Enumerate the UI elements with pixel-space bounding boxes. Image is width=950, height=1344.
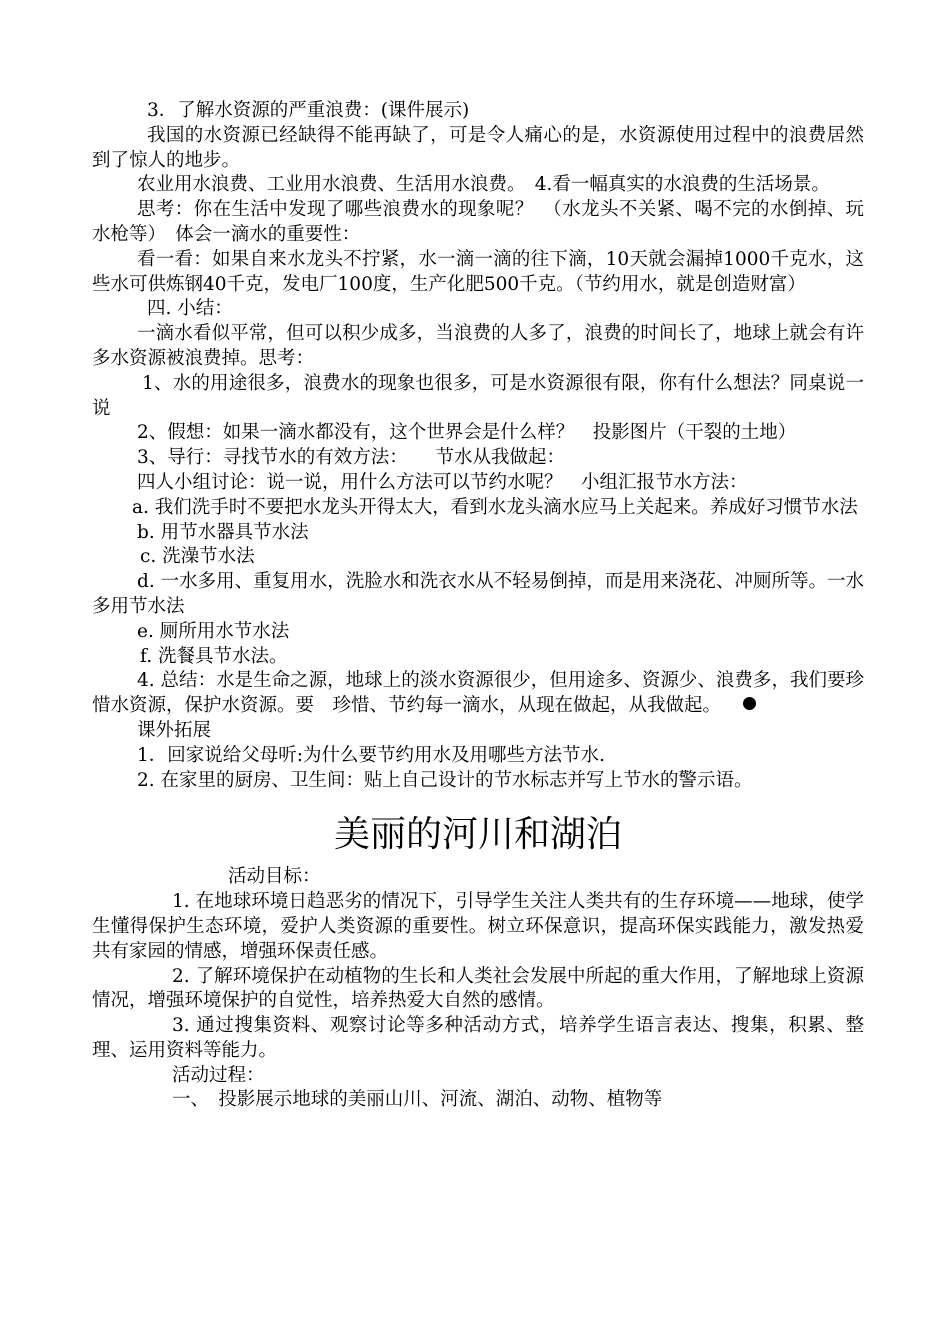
list-item: e. 厕所用水节水法 bbox=[137, 620, 290, 642]
paragraph: 1、水的用途很多，浪费水的现象也很多，可是水资源很有限，你有什么想法？同桌说一说 bbox=[92, 372, 864, 419]
list-item: a. 我们洗手时不要把水龙头开得太大，看到水龙头滴水应马上关起来。养成好习惯节水法 bbox=[132, 496, 858, 518]
document-body bbox=[92, 99, 864, 1113]
paragraph: 3. 通过搜集资料、观察讨论等多种活动方式，培养学生语言表达、搜集，积累、整理、运用资料等能力。 bbox=[92, 1015, 864, 1061]
list-item: c. 洗澡节水法 bbox=[140, 546, 255, 568]
list-item: f. 洗餐具节水法。 bbox=[140, 645, 288, 667]
paragraph: 一、 投影展示地球的美丽山川、河流、湖泊、动物、植物等 bbox=[172, 1089, 663, 1111]
paragraph bbox=[92, 669, 864, 719]
paragraph: 1．回家说给父母听:为什么要节约用水及用哪些方法节水. bbox=[137, 744, 605, 766]
paragraph: 1. 在地球环境日趋恶劣的情况下，引导学生关注人类共有的生存环境——地球，使学生懂得保护生态环境，爱护人类资源的重要性。树立环保意识，提高环保实践能力，激发热爱共有家园的情感，增强环保责任感。 bbox=[92, 891, 864, 962]
paragraph: 农业用水浪费、工业用水浪费、生活用水浪费。 4.看一幅真实的水浪费的生活场景。 bbox=[137, 174, 830, 196]
paragraph: 2. 了解环境保护在动植物的生长和人类社会发展中所起的重大作用，了解地球上资源情况，增强环境保护的自觉性，培养热爱大自然的感情。 bbox=[92, 965, 864, 1012]
page-title: 美丽的河川和湖泊 bbox=[333, 814, 622, 856]
paragraph: 3、导行：寻找节水的有效方法： 节水从我做起： bbox=[137, 447, 566, 469]
summary-text: 4. 总结：水是生命之源，地球上的淡水资源很少，但用途多、资源少、浪费多，我们要珍惜水资源，保护水资源。要 珍惜、节约每一滴水，从现在做起，从我做起。 bbox=[92, 670, 864, 717]
paragraph: 3．了解水资源的严重浪费：(课件展示) bbox=[147, 100, 470, 121]
section-heading: 活动过程： bbox=[172, 1064, 265, 1086]
paragraph: 我国的水资源已经缺得不能再缺了，可是令人痛心的是，水资源使用过程中的浪费居然到了惊人的地步。 bbox=[92, 124, 864, 171]
section-heading: 活动目标： bbox=[228, 866, 321, 888]
list-item: b. 用节水器具节水法 bbox=[137, 521, 309, 543]
paragraph: 四人小组讨论：说一说，用什么方法可以节约水呢？ 小组汇报节水方法： bbox=[137, 471, 748, 493]
paragraph: 思考：你在生活中发现了哪些浪费水的现象呢？ （水龙头不关紧、喝不完的水倒掉、玩水枪等） 体会一滴水的重要性： bbox=[92, 199, 864, 245]
paragraph: 2、假想：如果一滴水都没有，这个世界会是什么样？ 投影图片（干裂的土地） bbox=[137, 422, 797, 444]
paragraph: 一滴水看似平常，但可以积少成多，当浪费的人多了，浪费的时间长了，地球上就会有许多水资源被浪费掉。思考： bbox=[92, 323, 864, 369]
list-item: d. 一水多用、重复用水，洗脸水和洗衣水从不轻易倒掉，而是用来浇花、冲厕所等。一水多用节水法 bbox=[92, 571, 864, 617]
bullet-icon bbox=[743, 697, 756, 710]
section-heading: 四. 小结： bbox=[147, 298, 233, 320]
paragraph: 2. 在家里的厨房、卫生间：贴上自己设计的节水标志并写上节水的警示语。 bbox=[137, 769, 753, 791]
section-heading: 课外拓展 bbox=[137, 719, 212, 741]
paragraph: 看一看：如果自来水龙头不拧紧，水一滴一滴的往下滴，10天就会漏掉1000千克水，这些水可供炼钢40千克，发电厂100度，生产化肥500千克。（节约用水，就是创造财富） bbox=[92, 248, 864, 295]
